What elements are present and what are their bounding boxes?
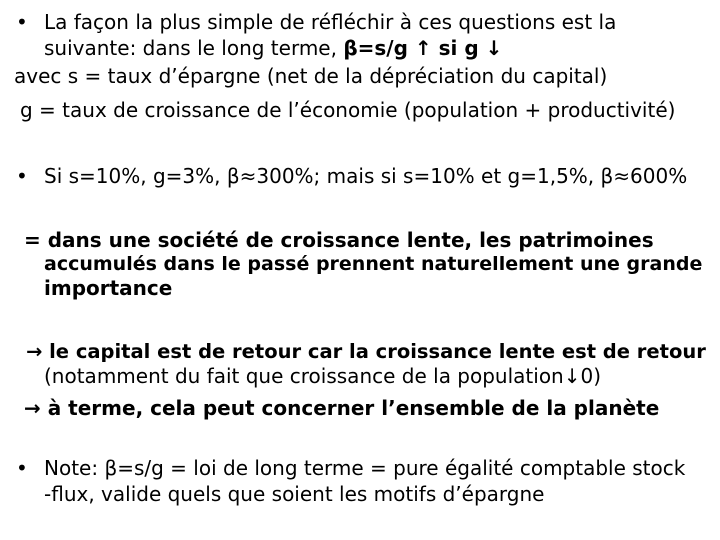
block2-line1: Si s=10%, g=3%, β≈300%; mais si s=10% et g=1,5%, β≈600% — [44, 164, 688, 188]
block4-line2: (notamment du fait que croissance de la population↓0) — [44, 364, 602, 388]
block3-line1: = dans une société de croissance lente, les patrimoines — [24, 228, 654, 252]
block1-line2-plain: suivante: dans le long terme, — [44, 36, 344, 60]
block1-line2 — [44, 36, 502, 60]
block3-line3: importance — [44, 276, 173, 300]
block1-line4: g = taux de croissance de l’économie (population + productivité) — [20, 98, 676, 122]
block4-line3: → à terme, cela peut concerner l’ensemble de la planète — [24, 396, 660, 420]
block1-line1: La façon la plus simple de réfléchir à ces questions est la — [44, 10, 617, 34]
beta-formula: β=s/g ↑ si g ↓ — [343, 36, 503, 60]
bullet-glyph: • — [16, 10, 28, 34]
bullet-glyph: • — [16, 456, 28, 480]
block4-line1: → le capital est de retour car la croissance lente est de retour — [26, 340, 706, 363]
bullet-glyph: • — [16, 164, 28, 188]
block3-line2: accumulés dans le passé prennent naturellement une grande — [44, 253, 703, 275]
block5-line1: Note: β=s/g = loi de long terme = pure égalité comptable stock — [44, 456, 686, 480]
block5-line2: -flux, valide quels que soient les motifs d’épargne — [44, 482, 545, 506]
block1-line3: avec s = taux d’épargne (net de la dépréciation du capital) — [14, 64, 608, 88]
